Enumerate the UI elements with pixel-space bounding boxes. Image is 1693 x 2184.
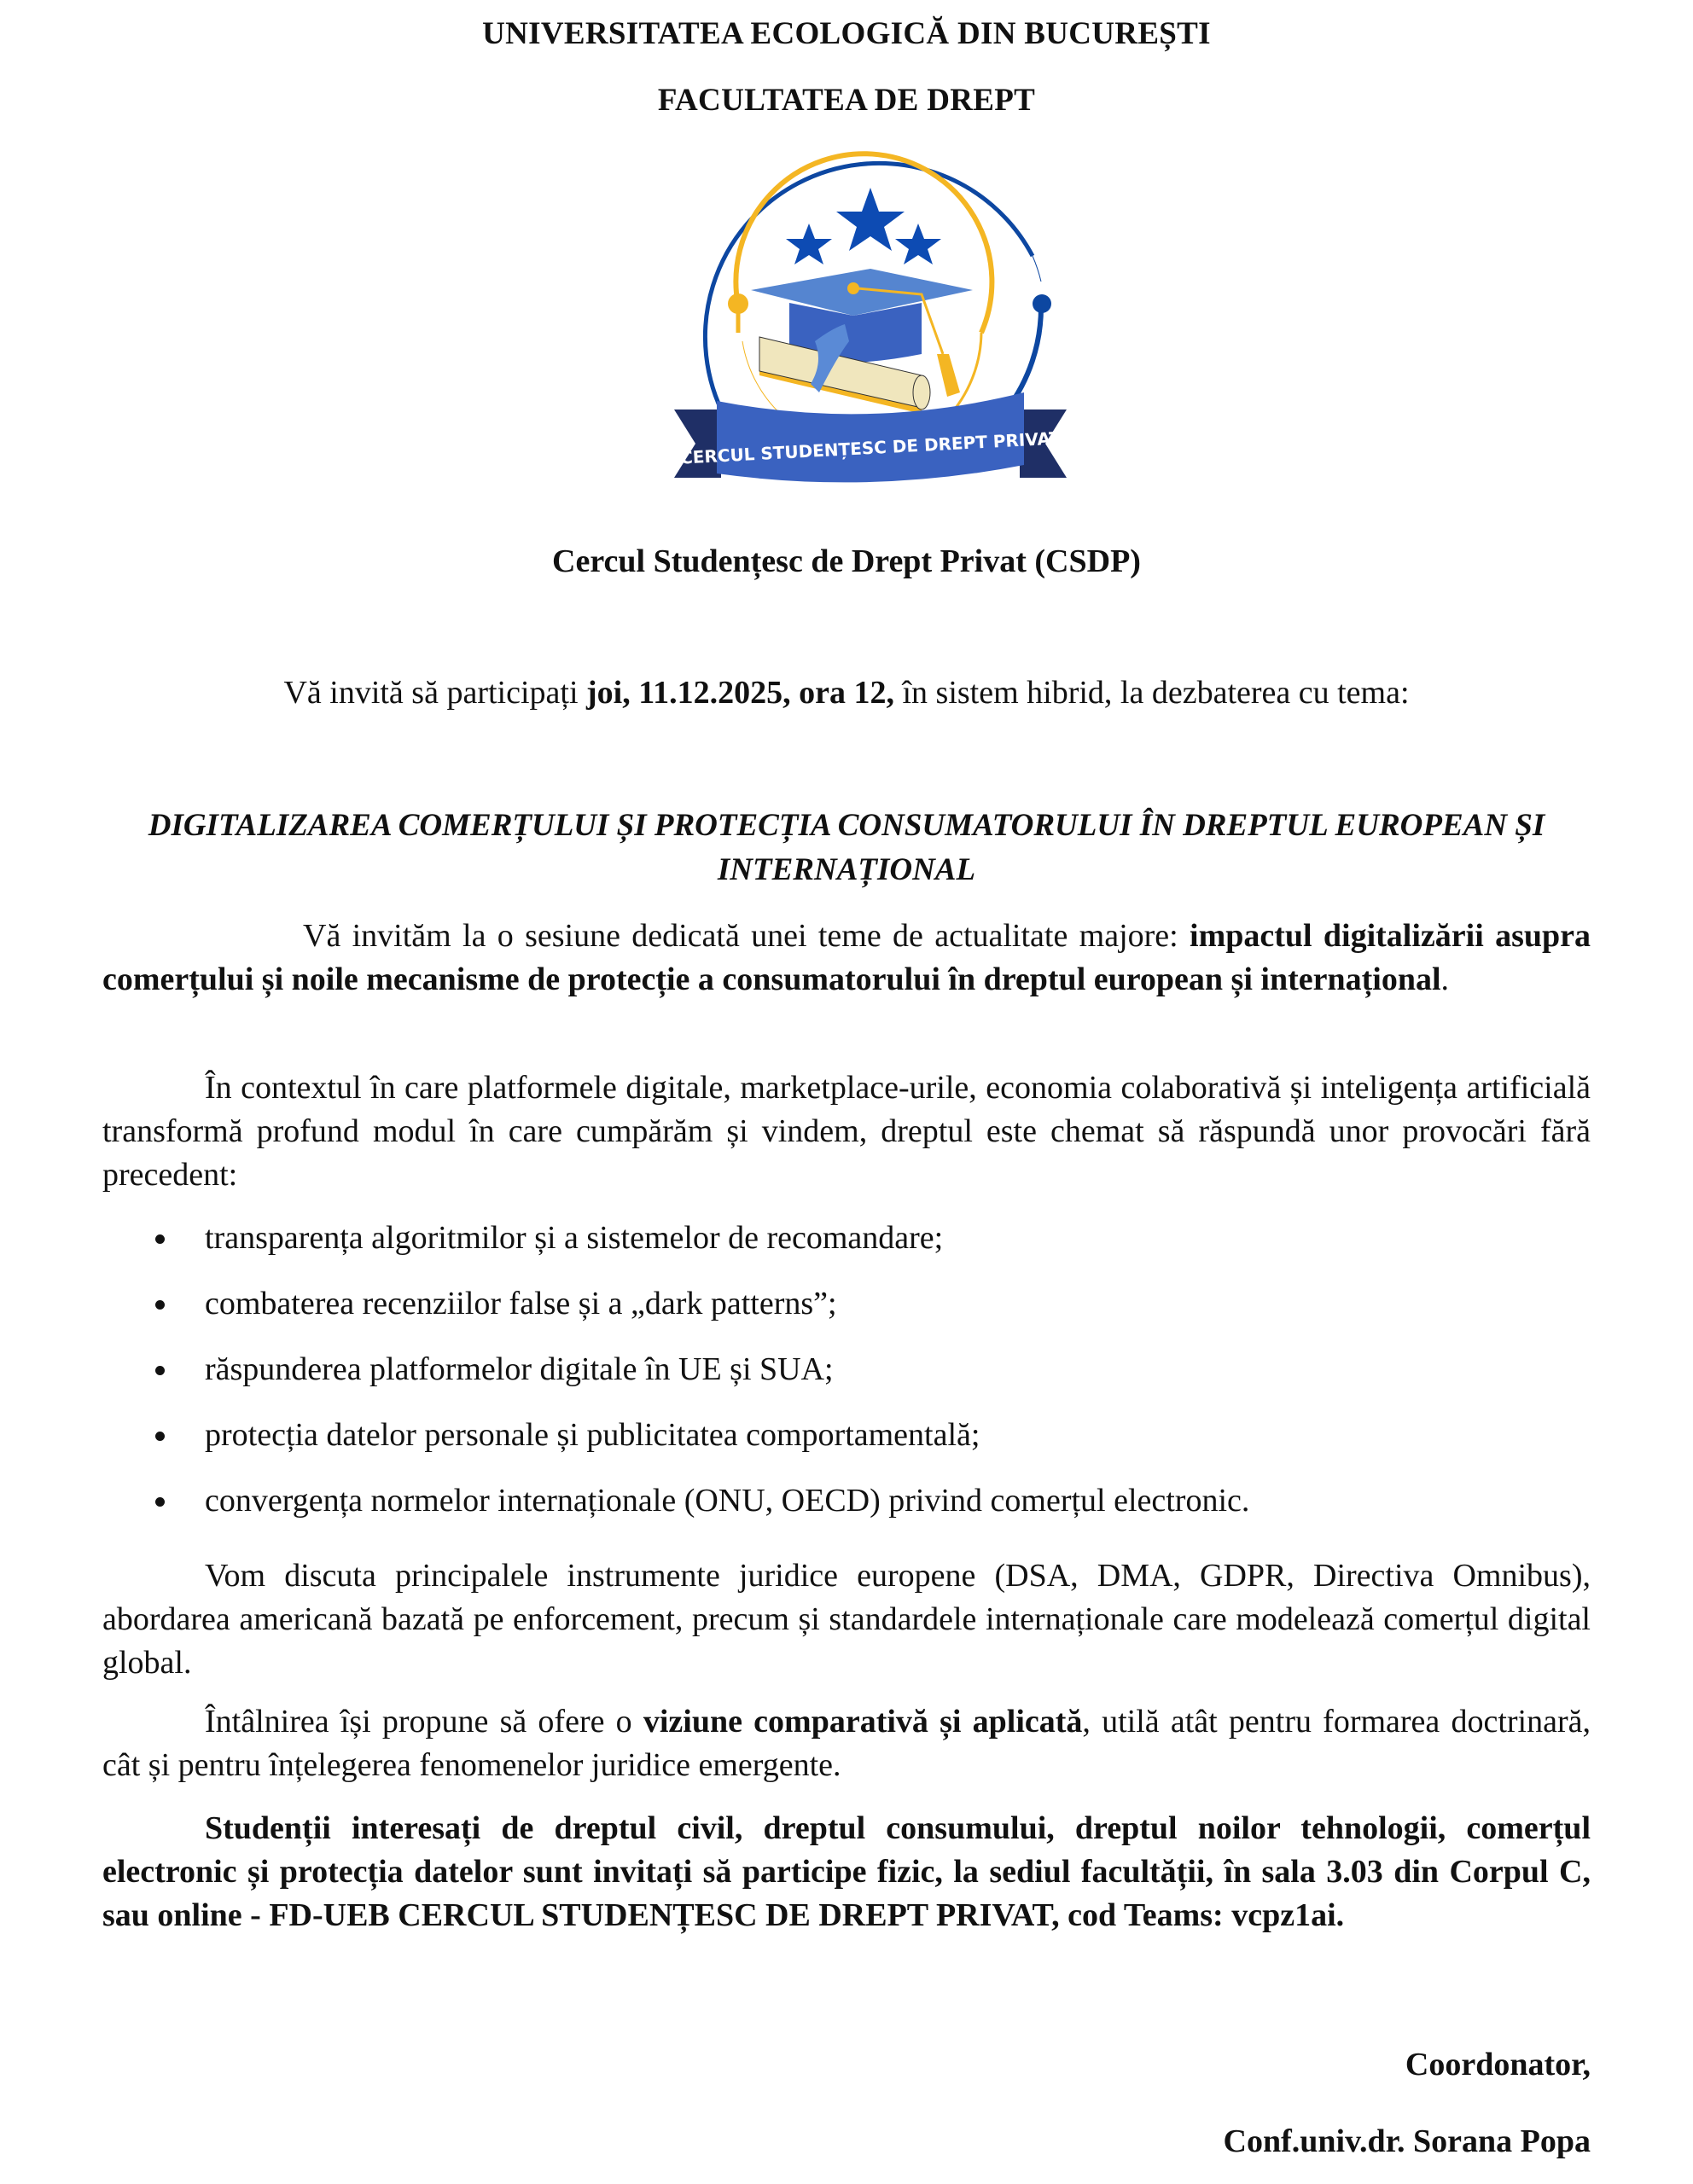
list-item	[102, 1216, 1591, 1281]
faculty-name: FACULTATEA DE DREPT	[657, 83, 1036, 118]
topics-list	[102, 1216, 1591, 1544]
signature-name: Conf.univ.dr. Sorana Popa	[1223, 2123, 1591, 2159]
context-text: În contextul în care platformele digitale, marketplace-urile, economia colaborativă și inteligența artificială transformă profund modul în care cumpărăm și vindem, dreptul este chemat să răspundă unor provocări fără precedent:	[102, 1070, 1591, 1193]
list-item-text: convergența normelor internaționale (ONU, OECD) privind comerțul electronic.	[205, 1483, 1250, 1519]
star-icons	[786, 188, 941, 264]
intro-end: .	[1440, 961, 1450, 997]
list-item-text: protecția datelor personale și publicitatea comportamentală;	[205, 1417, 980, 1453]
bullet-icon	[155, 1432, 165, 1441]
call-to-participate-paragraph	[102, 1807, 1591, 1937]
bullet-icon	[155, 1300, 165, 1310]
aim-text: Întâlnirea își propune să ofere o	[205, 1704, 643, 1740]
bullet-icon	[155, 1234, 165, 1244]
list-item	[102, 1347, 1591, 1413]
bullet-icon	[155, 1366, 165, 1375]
club-name: Cercul Studențesc de Drept Privat (CSDP)	[552, 543, 1141, 579]
list-item-text: răspunderea platformelor digitale în UE și SUA;	[205, 1351, 834, 1387]
ribbon-banner-icon	[674, 392, 1067, 482]
intro-bold: impactul digitalizării asupra comerțului și noile mecanisme de protecție a consumatorului în dreptul european și internațional	[102, 918, 1591, 997]
club-logo	[666, 136, 1075, 495]
aim-paragraph	[102, 1700, 1591, 1787]
list-item	[102, 1413, 1591, 1478]
invitation-line	[102, 674, 1591, 712]
list-item-text: transparența algoritmilor și a sistemelor de recomandare;	[205, 1220, 944, 1256]
invitation-suffix: în sistem hibrid, la dezbaterea cu tema:	[893, 675, 1410, 711]
signature-role: Coordonator,	[1405, 2047, 1591, 2082]
svg-text:CERCUL STUDENȚESC DE DREPT PRI: CERCUL STUDENȚESC DE DREPT PRIVAT	[679, 427, 1062, 468]
list-item	[102, 1478, 1591, 1544]
invitation-prefix: Vă invită să participați	[283, 675, 586, 711]
list-item-text: combaterea recenziilor false și a „dark patterns”;	[205, 1286, 837, 1321]
event-datetime: joi, 11.12.2025, ora 12,	[586, 675, 894, 711]
bullet-icon	[155, 1497, 165, 1507]
aim-bold: viziune comparativă și aplicată	[643, 1704, 1083, 1740]
context-paragraph	[102, 1066, 1591, 1197]
instruments-paragraph	[102, 1554, 1591, 1685]
instruments-text: Vom discuta principalele instrumente juridice europene (DSA, DMA, GDPR, Directiva Omnibus), abordarea americană bazată pe enforcement, precum și standardele internaționale care modelează comerțul digital global.	[102, 1558, 1591, 1681]
university-name: UNIVERSITATEA ECOLOGICĂ DIN BUCUREȘTI	[482, 16, 1211, 51]
debate-title: DIGITALIZAREA COMERȚULUI ȘI PROTECȚIA CONSUMATORULUI ÎN DREPTUL EUROPEAN ȘI INTERNAȚIONAL	[148, 808, 1545, 887]
call-text: Studenții interesați de dreptul civil, dreptul consumului, dreptul noilor tehnologii, comerțul electronic și protecția datelor sunt invitați să participe fizic, la sediul facultății, în sala 3.03 din Corpul C, sau online - FD-UEB CERCUL STUDENȚESC DE DREPT PRIVAT, cod Teams: vcpz1ai.	[102, 1810, 1591, 1933]
list-item	[102, 1281, 1591, 1347]
intro-paragraph	[102, 915, 1591, 1002]
intro-text: Vă invităm la o sesiune dedicată unei teme de actualitate majore:	[303, 918, 1190, 954]
aim-end: , utilă atât pentru formarea doctrinară, cât și pentru înțelegerea fenomenelor juridice emergente.	[102, 1704, 1591, 1783]
